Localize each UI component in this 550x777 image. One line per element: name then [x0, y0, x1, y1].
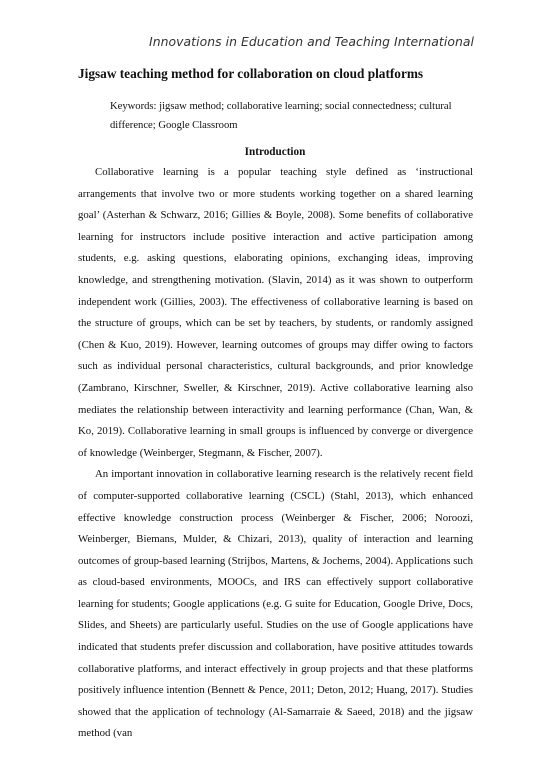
body-text [78, 162, 473, 745]
keywords: Keywords: jigsaw method; collaborative learning; social connectedness; cultural difference; Google Classroom [110, 101, 452, 131]
article-title: Jigsaw teaching method for collaboration on cloud platforms [78, 66, 424, 81]
paragraph: An important innovation in collaborative learning research is the relatively recent field of computer-supported collaborative learning (CSCL) (Stahl, 2013), which enhanced effective knowledge construction process (Weinberger & Fischer, 2006; Noroozi, Weinberger, Biemans, Mulder, & Chizari, 2013), quality of interaction and learning outcomes of group-based learning (Strijbos, Martens, & Jochems, 2004). Applications such as cloud-based environments, MOOCs, and IRS can effectively support collaborative learning for students; Google applications (e.g. G suite for Education, Google Drive, Docs, Slides, and Sheets) are particularly useful. Studies on the use of Google applications have indicated that students prefer discussion and collaboration, have positive attitudes towards collaborative platforms, and interact effectively in group projects and that these platforms positively influence intention (Bennett & Pence, 2011; Deton, 2012; Huang, 2017). Studies showed that the application of technology (Al-Samarraie & Saeed, 2018) and the jigsaw method (van [78, 468, 473, 740]
section-heading-introduction: Introduction [244, 146, 306, 158]
running-head: Innovations in Education and Teaching International [149, 34, 474, 49]
paragraph: Collaborative learning is a popular teaching style defined as ‘instructional arrangements that involve two or more students working together on a shared learning goal’ (Asterhan & Schwarz, 2016; Gillies & Boyle, 2008). Some benefits of collaborative learning for instructors include positive interaction and active participation among students, e.g. asking questions, elaborating opinions, exchanging ideas, improving knowledge, and strengthening motivation. (Slavin, 2014) as it was shown to outperform independent work (Gillies, 2003). The effectiveness of collaborative learning is based on the structure of groups, which can be set by teachers, by students, or randomly assigned (Chen & Kuo, 2019). However, learning outcomes of groups may differ owing to factors such as individual personal characteristics, cultural backgrounds, and prior knowledge (Zambrano, Kirschner, Sweller, & Kirschner, 2019). Active collaborative learning also mediates the relationship between interactivity and learning performance (Chan, Wan, & Ko, 2019). Collaborative learning in small groups is influenced by converge or divergence of knowledge (Weinberger, Stegmann, & Fischer, 2007). [78, 166, 473, 459]
